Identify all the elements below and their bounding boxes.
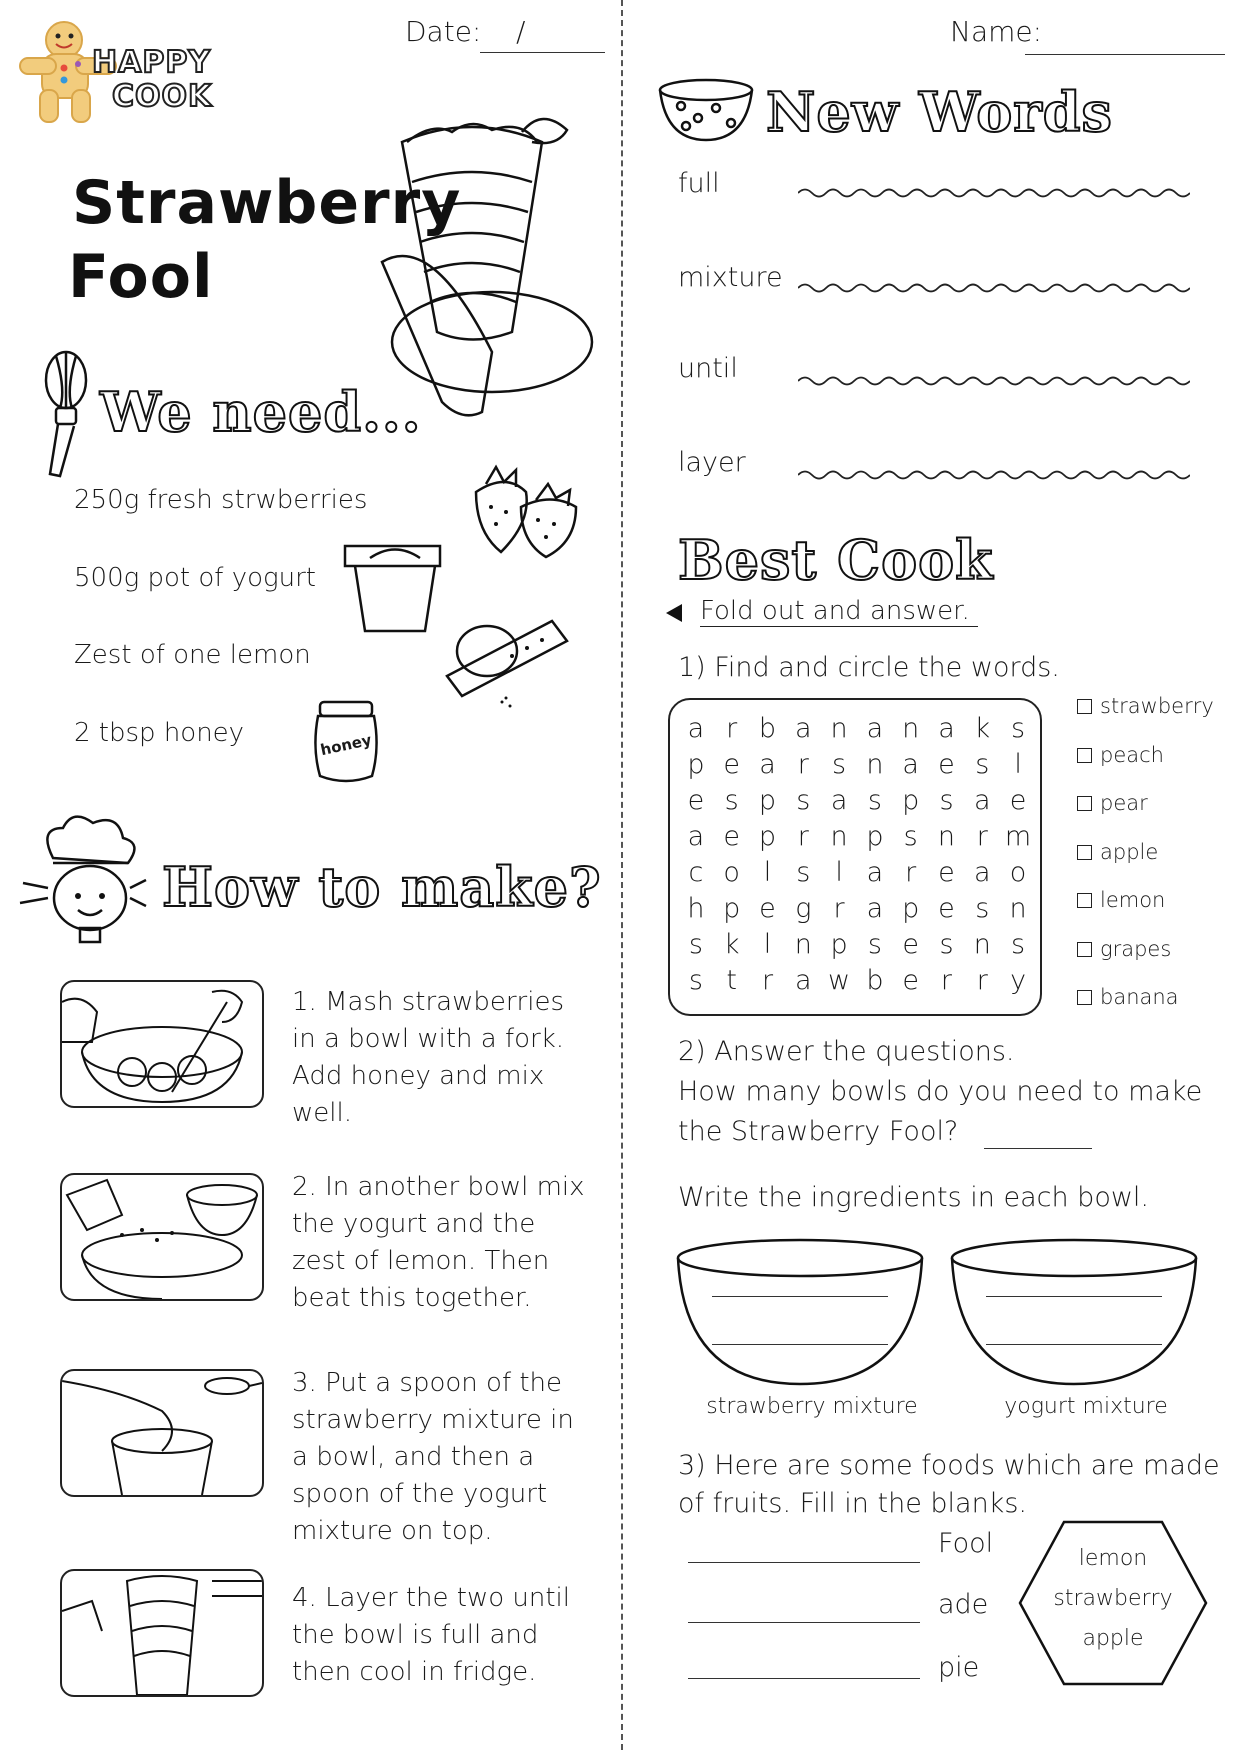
grid-letter[interactable]: s [724, 784, 739, 816]
checkbox[interactable] [1077, 990, 1092, 1005]
strawberry-bowl-answer-2[interactable] [712, 1344, 888, 1345]
strawberry-mixture-bowl [674, 1236, 926, 1388]
yogurt-pot-icon [340, 536, 450, 636]
new-word-until-line[interactable] [798, 374, 1190, 388]
grid-letter[interactable]: e [938, 892, 955, 924]
grid-letter[interactable]: s [1011, 712, 1026, 744]
grid-letter[interactable]: m [1004, 820, 1032, 852]
ade-blank[interactable] [688, 1622, 920, 1623]
grid-letter[interactable]: r [833, 892, 845, 924]
grid-row [678, 710, 1036, 746]
new-word-until: until [678, 353, 738, 384]
grid-letter[interactable]: s [867, 928, 882, 960]
bowl-icon [656, 78, 756, 144]
checkbox[interactable] [1077, 748, 1092, 763]
logo-line-1: HAPPY [92, 45, 212, 80]
grid-letter[interactable]: l [1014, 748, 1022, 780]
grid-letter[interactable]: s [796, 856, 811, 888]
whisk-icon [30, 350, 100, 480]
grid-row [678, 818, 1036, 854]
grid-letter[interactable]: a [902, 748, 919, 780]
grid-letter[interactable]: a [866, 892, 884, 924]
question-2-title: 2) Answer the questions. [678, 1036, 1015, 1067]
grid-letter[interactable]: a [795, 964, 812, 996]
grid-letter[interactable]: a [687, 820, 705, 852]
grid-letter[interactable]: w [828, 964, 851, 996]
checklist-label: apple [1100, 840, 1159, 864]
strawberry-mixture-label: strawberry mixture [706, 1394, 918, 1419]
grid-letter[interactable]: r [797, 820, 809, 852]
new-word-layer: layer [678, 447, 746, 478]
step-3-illustration [60, 1369, 264, 1497]
yogurt-mixture-bowl [948, 1236, 1200, 1388]
date-label: Date: [405, 15, 482, 48]
grid-letter[interactable]: k [723, 928, 740, 960]
yogurt-bowl-answer-2[interactable] [986, 1344, 1162, 1345]
checklist-label: banana [1100, 985, 1179, 1009]
grid-letter[interactable]: s [1011, 928, 1026, 960]
blank-word-ade: ade [938, 1589, 989, 1620]
grid-letter[interactable]: e [938, 856, 955, 888]
checkbox[interactable] [1077, 796, 1092, 811]
grid-letter[interactable]: a [759, 748, 776, 780]
word-bank-apple: apple [1082, 1626, 1144, 1651]
ingredient-yogurt: 500g pot of yogurt [74, 563, 316, 593]
name-label: Name: [950, 15, 1043, 48]
checkbox[interactable] [1077, 699, 1092, 714]
date-separator: / [516, 15, 526, 48]
grid-letter[interactable]: s [688, 964, 703, 996]
grid-letter[interactable]: c [688, 856, 704, 888]
chef-icon [18, 808, 148, 948]
grid-row [678, 890, 1036, 926]
grid-row [678, 926, 1036, 962]
grid-letter[interactable]: n [830, 712, 848, 744]
grid-letter[interactable]: e [1009, 784, 1027, 816]
question-2-line-2: the Strawberry Fool? [678, 1116, 959, 1147]
grid-letter[interactable]: a [830, 784, 848, 816]
step-1-text: 1. Mash strawberries in a bowl with a fork. Add honey and mix well. [292, 987, 565, 1128]
question-2-subtitle: Write the ingredients in each bowl. [678, 1182, 1150, 1213]
grid-letter[interactable]: y [1010, 964, 1027, 996]
left-arrow-icon [666, 604, 682, 622]
grid-letter[interactable]: e [723, 748, 740, 780]
question-3-line-2: of fruits. Fill in the blanks. [678, 1488, 1027, 1519]
grid-letter[interactable]: h [687, 892, 705, 924]
grid-letter[interactable]: s [903, 820, 918, 852]
grid-letter[interactable]: s [867, 784, 882, 816]
grid-letter[interactable]: l [763, 928, 772, 960]
grid-letter[interactable]: s [939, 928, 954, 960]
grid-letter[interactable]: p [902, 784, 920, 816]
fool-blank[interactable] [688, 1562, 920, 1563]
grid-letter[interactable]: s [939, 784, 954, 816]
fold-out-instruction: Fold out and answer. [700, 596, 978, 627]
strawberry-bowl-answer-1[interactable] [712, 1296, 888, 1297]
grid-letter[interactable]: l [835, 856, 843, 888]
grid-letter[interactable]: a [866, 712, 884, 744]
grid-letter[interactable]: e [902, 964, 919, 996]
happy-cook-logo [14, 18, 224, 130]
grid-letter[interactable]: s [796, 784, 811, 816]
question-1-title: 1) Find and circle the words. [678, 652, 1060, 683]
new-word-layer-line[interactable] [798, 468, 1190, 482]
grid-letter[interactable]: o [1009, 856, 1027, 888]
checklist-item-lemon[interactable] [1077, 888, 1165, 912]
grid-letter[interactable]: e [902, 928, 919, 960]
checklist-item-peach[interactable] [1077, 743, 1164, 767]
grid-letter[interactable]: a [795, 712, 812, 744]
new-word-mixture-line[interactable] [798, 281, 1190, 295]
grid-letter[interactable]: a [938, 712, 955, 744]
grid-letter[interactable]: e [759, 892, 776, 924]
grid-letter[interactable]: r [976, 820, 988, 852]
checklist-label: pear [1100, 791, 1148, 815]
grid-letter[interactable]: p [866, 820, 884, 852]
fold-line [621, 0, 623, 1750]
grid-letter[interactable]: n [973, 928, 991, 960]
grid-letter[interactable]: r [797, 748, 809, 780]
grid-letter[interactable]: r [761, 964, 774, 996]
grid-letter[interactable]: a [974, 784, 991, 816]
lemon-grater-icon [442, 606, 572, 716]
grid-letter[interactable]: n [902, 712, 920, 744]
how-to-make-heading: How to make? [162, 855, 602, 919]
checklist-item-strawberry[interactable] [1077, 694, 1214, 718]
blank-word-fool: Fool [938, 1528, 994, 1559]
grid-letter[interactable]: n [937, 820, 956, 852]
ingredient-strawberries: 250g fresh strwberries [74, 485, 368, 515]
grid-letter[interactable]: r [726, 712, 738, 744]
honey-jar-label: honey [318, 730, 374, 760]
word-bank-lemon: lemon [1078, 1546, 1148, 1571]
best-cook-heading: Best Cook [678, 528, 994, 592]
word-bank-strawberry: strawberry [1053, 1586, 1173, 1611]
ingredient-lemon-zest: Zest of one lemon [74, 640, 311, 670]
blank-word-pie: pie [938, 1652, 980, 1683]
checklist-item-banana[interactable] [1077, 985, 1179, 1009]
new-word-full: full [678, 168, 720, 199]
grid-letter[interactable]: s [832, 748, 847, 780]
grid-letter[interactable]: n [830, 820, 848, 852]
step-1-illustration [60, 980, 264, 1108]
grid-row [678, 782, 1036, 818]
grid-letter[interactable]: e [723, 820, 740, 852]
grid-letter[interactable]: l [763, 856, 772, 888]
step-4-text: 4. Layer the two until the bowl is full and then cool in fridge. [292, 1583, 570, 1687]
bowl-count-answer-field[interactable] [984, 1148, 1092, 1149]
grid-letter[interactable]: p [758, 820, 777, 852]
checkbox[interactable] [1077, 893, 1092, 908]
grid-letter[interactable]: b [866, 964, 884, 996]
strawberries-icon [466, 462, 586, 562]
logo-line-2: COOK [112, 79, 213, 114]
checklist-item-apple[interactable] [1077, 840, 1158, 864]
new-word-mixture: mixture [678, 262, 783, 293]
grid-letter[interactable]: o [723, 856, 740, 888]
grid-letter[interactable]: b [758, 712, 777, 744]
checklist-label: strawberry [1100, 694, 1214, 718]
checklist-label: grapes [1100, 937, 1172, 961]
checkbox[interactable] [1077, 942, 1092, 957]
step-3-text: 3. Put a spoon of the strawberry mixture in a bowl, and then a spoon of the yogurt mixture on top. [292, 1368, 574, 1546]
checklist-label: peach [1100, 743, 1164, 767]
grid-letter[interactable]: p [723, 892, 741, 924]
grid-letter[interactable]: r [976, 964, 988, 996]
grid-letter[interactable]: p [830, 928, 848, 960]
grid-row [678, 854, 1036, 890]
grid-letter[interactable]: s [975, 748, 990, 780]
grid-letter[interactable]: k [974, 712, 991, 744]
grid-letter[interactable]: e [687, 784, 705, 816]
checklist-label: lemon [1100, 888, 1166, 912]
grid-letter[interactable]: p [902, 892, 920, 924]
grid-letter[interactable]: s [975, 892, 990, 924]
title-line-1: Strawberry [72, 168, 462, 238]
step-2-illustration [60, 1173, 264, 1301]
grid-letter[interactable]: s [688, 928, 703, 960]
checklist-item-pear[interactable] [1077, 791, 1148, 815]
grid-row [678, 962, 1036, 998]
grid-letter[interactable]: g [795, 892, 812, 924]
grid-letter[interactable]: a [974, 856, 991, 888]
date-field[interactable] [480, 52, 605, 53]
new-word-full-line[interactable] [798, 186, 1190, 200]
grid-letter[interactable]: a [687, 712, 705, 744]
step-4-illustration [60, 1569, 264, 1697]
grid-letter[interactable]: p [687, 748, 705, 780]
honey-jar-icon [310, 698, 382, 784]
word-search-grid[interactable] [678, 710, 1036, 998]
grid-letter[interactable]: e [938, 748, 955, 780]
grid-letter[interactable]: p [758, 784, 777, 816]
yogurt-bowl-answer-1[interactable] [986, 1296, 1162, 1297]
grid-letter[interactable]: n [866, 748, 884, 780]
step-2-text: 2. In another bowl mix the yogurt and the zest of lemon. Then beat this together. [292, 1172, 585, 1313]
grid-letter[interactable]: r [940, 964, 953, 996]
question-2-line-1: How many bowls do you need to make [678, 1076, 1203, 1107]
grid-letter[interactable]: a [866, 856, 884, 888]
grid-letter[interactable]: n [1009, 892, 1027, 924]
ingredient-honey: 2 tbsp honey [74, 718, 245, 748]
checklist-item-grapes[interactable] [1077, 937, 1171, 961]
checkbox[interactable] [1077, 845, 1092, 860]
grid-letter[interactable]: t [726, 964, 737, 996]
yogurt-mixture-label: yogurt mixture [1004, 1394, 1168, 1419]
grid-row [678, 746, 1036, 782]
grid-letter[interactable]: r [905, 856, 917, 888]
pie-blank[interactable] [688, 1678, 920, 1679]
new-words-heading: New Words [766, 80, 1113, 144]
grid-letter[interactable]: n [794, 928, 812, 960]
question-3-line-1: 3) Here are some foods which are made [678, 1450, 1220, 1481]
name-field[interactable] [1025, 54, 1225, 55]
we-need-heading: We need... [100, 380, 422, 444]
title-line-2: Fool [68, 242, 214, 312]
